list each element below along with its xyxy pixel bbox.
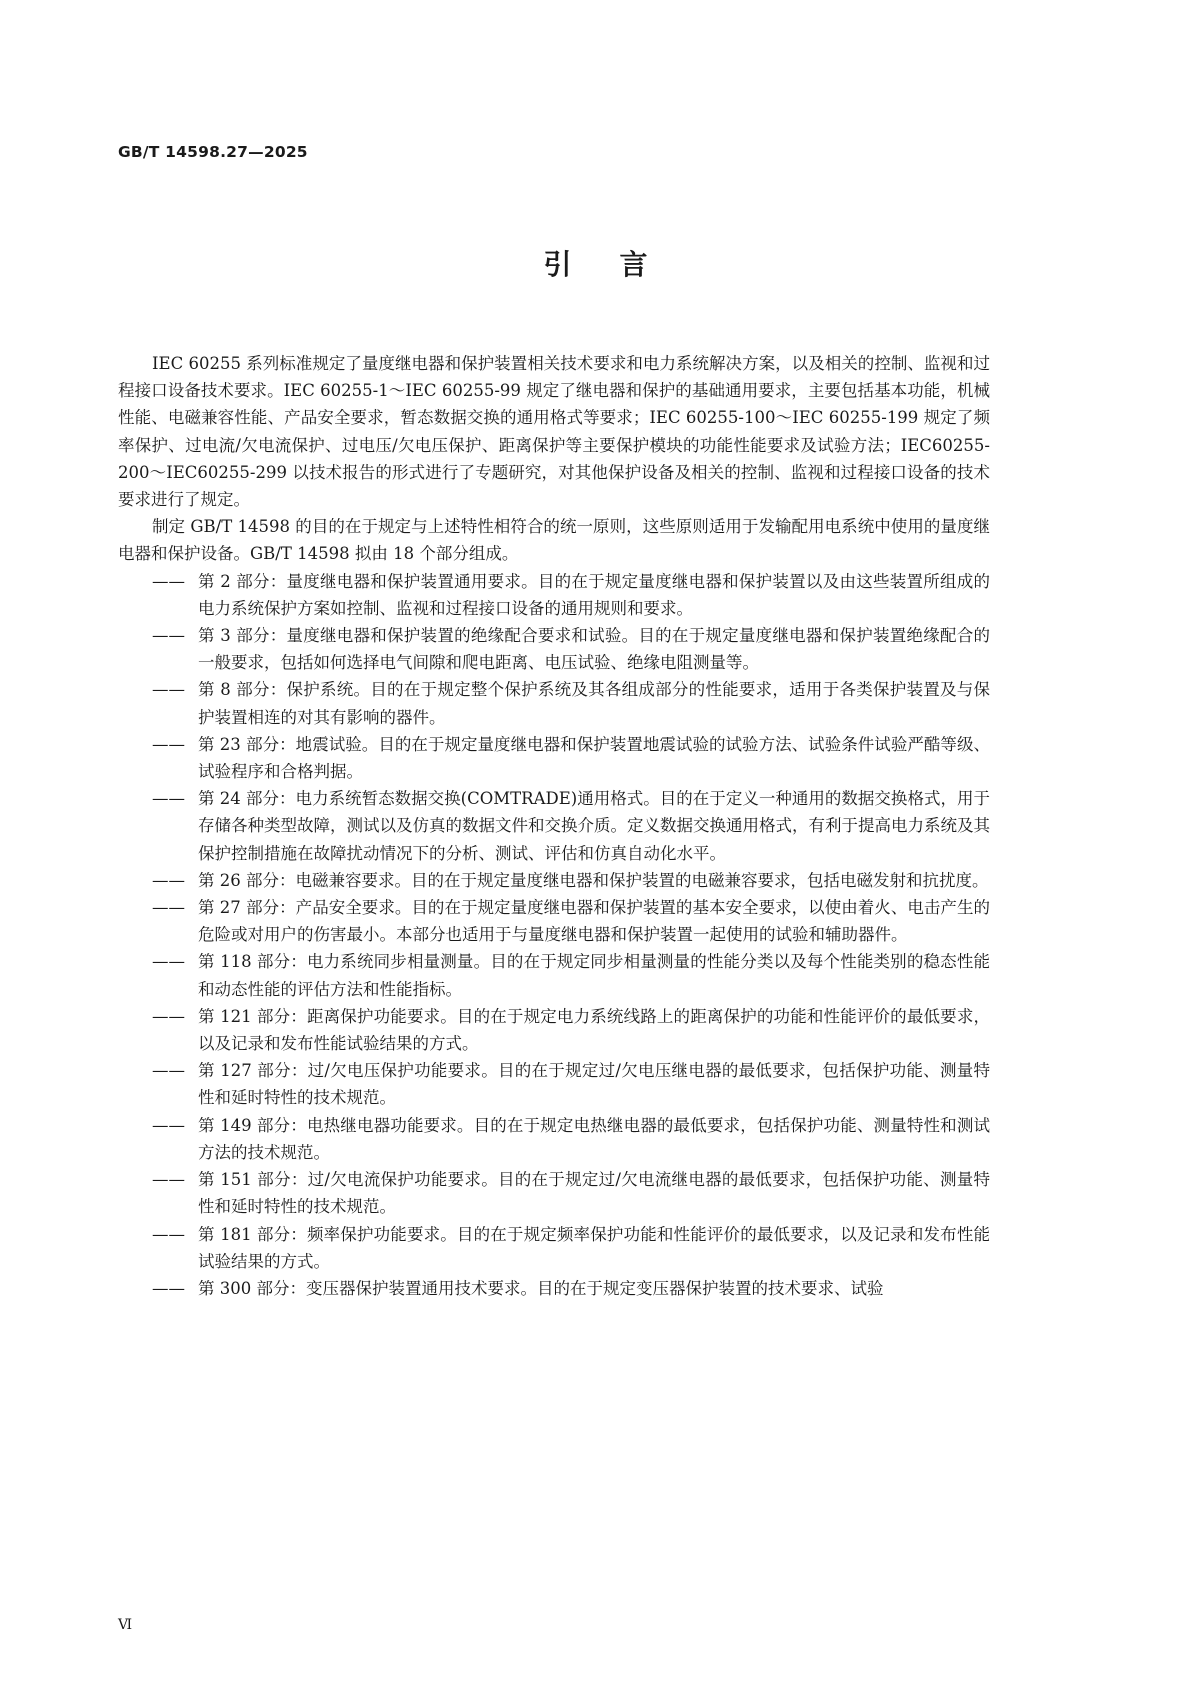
list-item [118, 676, 990, 730]
list-dash: —— [152, 1115, 185, 1135]
list-dash: —— [152, 1170, 185, 1190]
list-item-text: 第 26 部分：电磁兼容要求。目的在于规定量度继电器和保护装置的电磁兼容要求，包括电磁发射和抗扰度。 [198, 870, 989, 890]
list-item [118, 1166, 990, 1220]
list-dash: —— [152, 870, 185, 890]
page-number: Ⅵ [118, 1617, 133, 1633]
body-text [118, 350, 990, 1302]
list-dash: —— [152, 952, 185, 972]
list-dash: —— [152, 1061, 185, 1081]
section-title: 引言 [543, 248, 696, 281]
paragraph-2: 制定 GB/T 14598 的目的在于规定与上述特性相符合的统一原则，这些原则适用于发输配用电系统中使用的量度继电器和保护设备。GB/T 14598 拟由 18 个部分组成。 [118, 517, 990, 564]
list-item [118, 867, 990, 894]
list-item-text: 第 149 部分：电热继电器功能要求。目的在于规定电热继电器的最低要求，包括保护功能、测量特性和测试方法的技术规范。 [198, 1115, 990, 1162]
list-item-text: 第 127 部分：过/欠电压保护功能要求。目的在于规定过/欠电压继电器的最低要求，包括保护功能、测量特性和延时特性的技术规范。 [198, 1061, 990, 1108]
list-item-text: 第 27 部分：产品安全要求。目的在于规定量度继电器和保护装置的基本安全要求，以使由着火、电击产生的危险或对用户的伤害最小。本部分也适用于与量度继电器和保护装置一起使用的试验和辅助器件。 [198, 898, 990, 945]
list-item [118, 1221, 990, 1275]
list-item [118, 622, 990, 676]
list-item [118, 948, 990, 1002]
list-dash: —— [152, 680, 185, 700]
list-item-text: 第 300 部分：变压器保护装置通用技术要求。目的在于规定变压器保护装置的技术要求、试验 [198, 1278, 884, 1298]
list-dash: —— [152, 571, 185, 591]
list-item [118, 1275, 990, 1302]
list-item-text: 第 2 部分：量度继电器和保护装置通用要求。目的在于规定量度继电器和保护装置以及由这些装置所组成的电力系统保护方案如控制、监视和过程接口设备的通用规则和要求。 [198, 571, 990, 618]
list-item-text: 第 24 部分：电力系统暂态数据交换(COMTRADE)通用格式。目的在于定义一种通用的数据交换格式，用于存储各种类型故障，测试以及仿真的数据文件和交换介质。定义数据交换通用格式，有利于提高电力系统及其保护控制措施在故障扰动情况下的分析、测试、评估和仿真自动化水平。 [198, 789, 990, 863]
list-item-text: 第 8 部分：保护系统。目的在于规定整个保护系统及其各组成部分的性能要求，适用于各类保护装置及与保护装置相连的对其有影响的器件。 [198, 680, 990, 727]
standard-number: GB/T 14598.27—2025 [118, 143, 308, 161]
list-item [118, 1112, 990, 1166]
list-item-text: 第 121 部分：距离保护功能要求。目的在于规定电力系统线路上的距离保护的功能和性能评价的最低要求，以及记录和发布性能试验结果的方式。 [198, 1006, 990, 1054]
list-item [118, 731, 990, 785]
list-dash: —— [152, 626, 185, 646]
list-item [118, 568, 990, 622]
list-item [118, 1003, 990, 1057]
list-item [118, 894, 990, 948]
list-item-text: 第 181 部分：频率保护功能要求。目的在于规定频率保护功能和性能评价的最低要求，以及记录和发布性能试验结果的方式。 [198, 1224, 990, 1271]
list-item-text: 第 3 部分：量度继电器和保护装置的绝缘配合要求和试验。目的在于规定量度继电器和保护装置绝缘配合的一般要求，包括如何选择电气间隙和爬电距离、电压试验、绝缘电阻测量等。 [198, 626, 990, 673]
parts-list [118, 568, 990, 1302]
list-item-text: 第 151 部分：过/欠电流保护功能要求。目的在于规定过/欠电流继电器的最低要求，包括保护功能、测量特性和延时特性的技术规范。 [198, 1170, 990, 1217]
list-item [118, 785, 990, 867]
list-dash: —— [152, 1006, 185, 1026]
list-item-text: 第 23 部分：地震试验。目的在于规定量度继电器和保护装置地震试验的试验方法、试验条件试验严酷等级、试验程序和合格判据。 [198, 734, 990, 782]
list-dash: —— [152, 1224, 185, 1244]
list-item-text: 第 118 部分：电力系统同步相量测量。目的在于规定同步相量测量的性能分类以及每个性能类别的稳态性能和动态性能的评估方法和性能指标。 [198, 952, 990, 999]
list-dash: —— [152, 898, 185, 918]
list-dash: —— [152, 734, 185, 754]
list-dash: —— [152, 1278, 185, 1298]
list-item [118, 1057, 990, 1111]
list-dash: —— [152, 789, 185, 809]
paragraph-1: IEC 60255 系列标准规定了量度继电器和保护装置相关技术要求和电力系统解决方案，以及相关的控制、监视和过程接口设备技术要求。IEC 60255-1～IEC 60255-99 规定了继电器和保护的基础通用要求，主要包括基本功能，机械性能、电磁兼容性能、产品安全要求，暂态数据交换的通用格式等要求；IEC 60255-100～IEC 60255-199 规定了频率保护、过电流/欠电流保护、过电压/欠电压保护、距离保护等主要保护模块的功能性能要求及试验方法；IEC60255-200～IEC60255-299 以技术报告的形式进行了专题研究，对其他保护设备及相关的控制、监视和过程接口设备的技术要求进行了规定。 [118, 354, 990, 510]
